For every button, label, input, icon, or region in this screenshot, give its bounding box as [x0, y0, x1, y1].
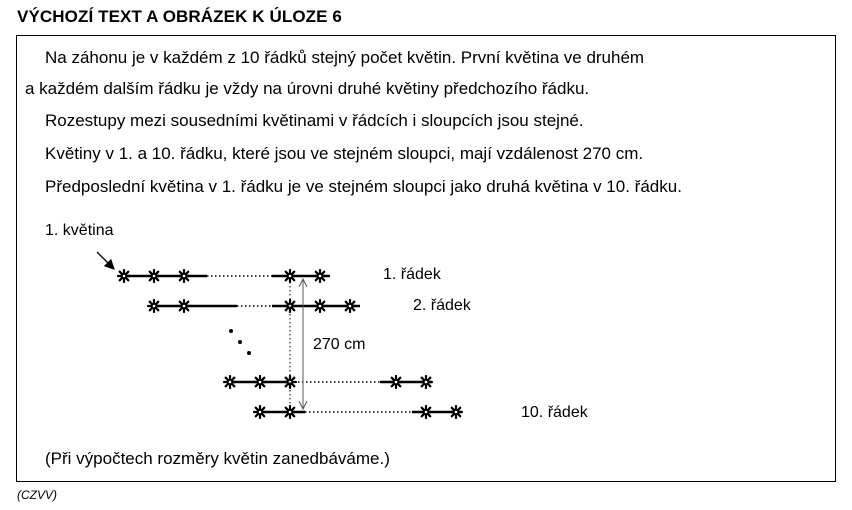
task-heading: VÝCHOZÍ TEXT A OBRÁZEK K ÚLOZE 6	[17, 7, 342, 26]
flower-icon	[450, 406, 462, 418]
flower-icon	[178, 300, 190, 312]
first-flower-arrow	[97, 252, 113, 268]
row-1-label: 1. řádek	[383, 266, 441, 283]
flower-icon	[148, 300, 160, 312]
row-1	[118, 270, 330, 282]
flower-icon	[284, 406, 296, 418]
flower-icon	[420, 376, 432, 388]
text-line-3: Rozestupy mezi sousedními květinami v řádcích i sloupcích jsou stejné.	[45, 111, 584, 130]
flower-icon	[178, 270, 190, 282]
flower-icon	[314, 270, 326, 282]
flower-icon	[118, 270, 130, 282]
note-text: (Při výpočtech rozměry květin zanedbáváme.)	[45, 449, 390, 468]
row-2-label: 2. řádek	[413, 297, 471, 314]
text-line-2: a každém dalším řádku je vždy na úrovni druhé květiny předchozího řádku.	[25, 79, 590, 98]
flower-icon	[148, 270, 160, 282]
flower-icon	[314, 300, 326, 312]
first-flower-label: 1. květina	[45, 222, 114, 239]
distance-label: 270 cm	[313, 336, 366, 353]
row-2	[148, 300, 360, 312]
flower-icon	[344, 300, 356, 312]
source-label: (CZVV)	[17, 488, 57, 502]
row-10	[254, 406, 462, 418]
flower-icon	[254, 376, 266, 388]
row-ellipsis	[229, 329, 251, 355]
row-9	[224, 376, 432, 388]
flower-icon	[390, 376, 402, 388]
row-10-label: 10. řádek	[521, 404, 588, 421]
distance-dimension	[299, 279, 307, 409]
flower-icon	[254, 406, 266, 418]
flower-icon	[224, 376, 236, 388]
flower-icon	[284, 270, 296, 282]
text-line-1: Na záhonu je v každém z 10 řádků stejný počet květin. První květina ve druhém	[45, 48, 645, 67]
text-line-4: Květiny v 1. a 10. řádku, které jsou ve stejném sloupci, mají vzdálenost 270 cm.	[45, 144, 644, 163]
text-line-5: Předposlední květina v 1. řádku je ve stejném sloupci jako druhá květina v 10. řádku.	[45, 177, 682, 196]
flower-icon	[420, 406, 432, 418]
